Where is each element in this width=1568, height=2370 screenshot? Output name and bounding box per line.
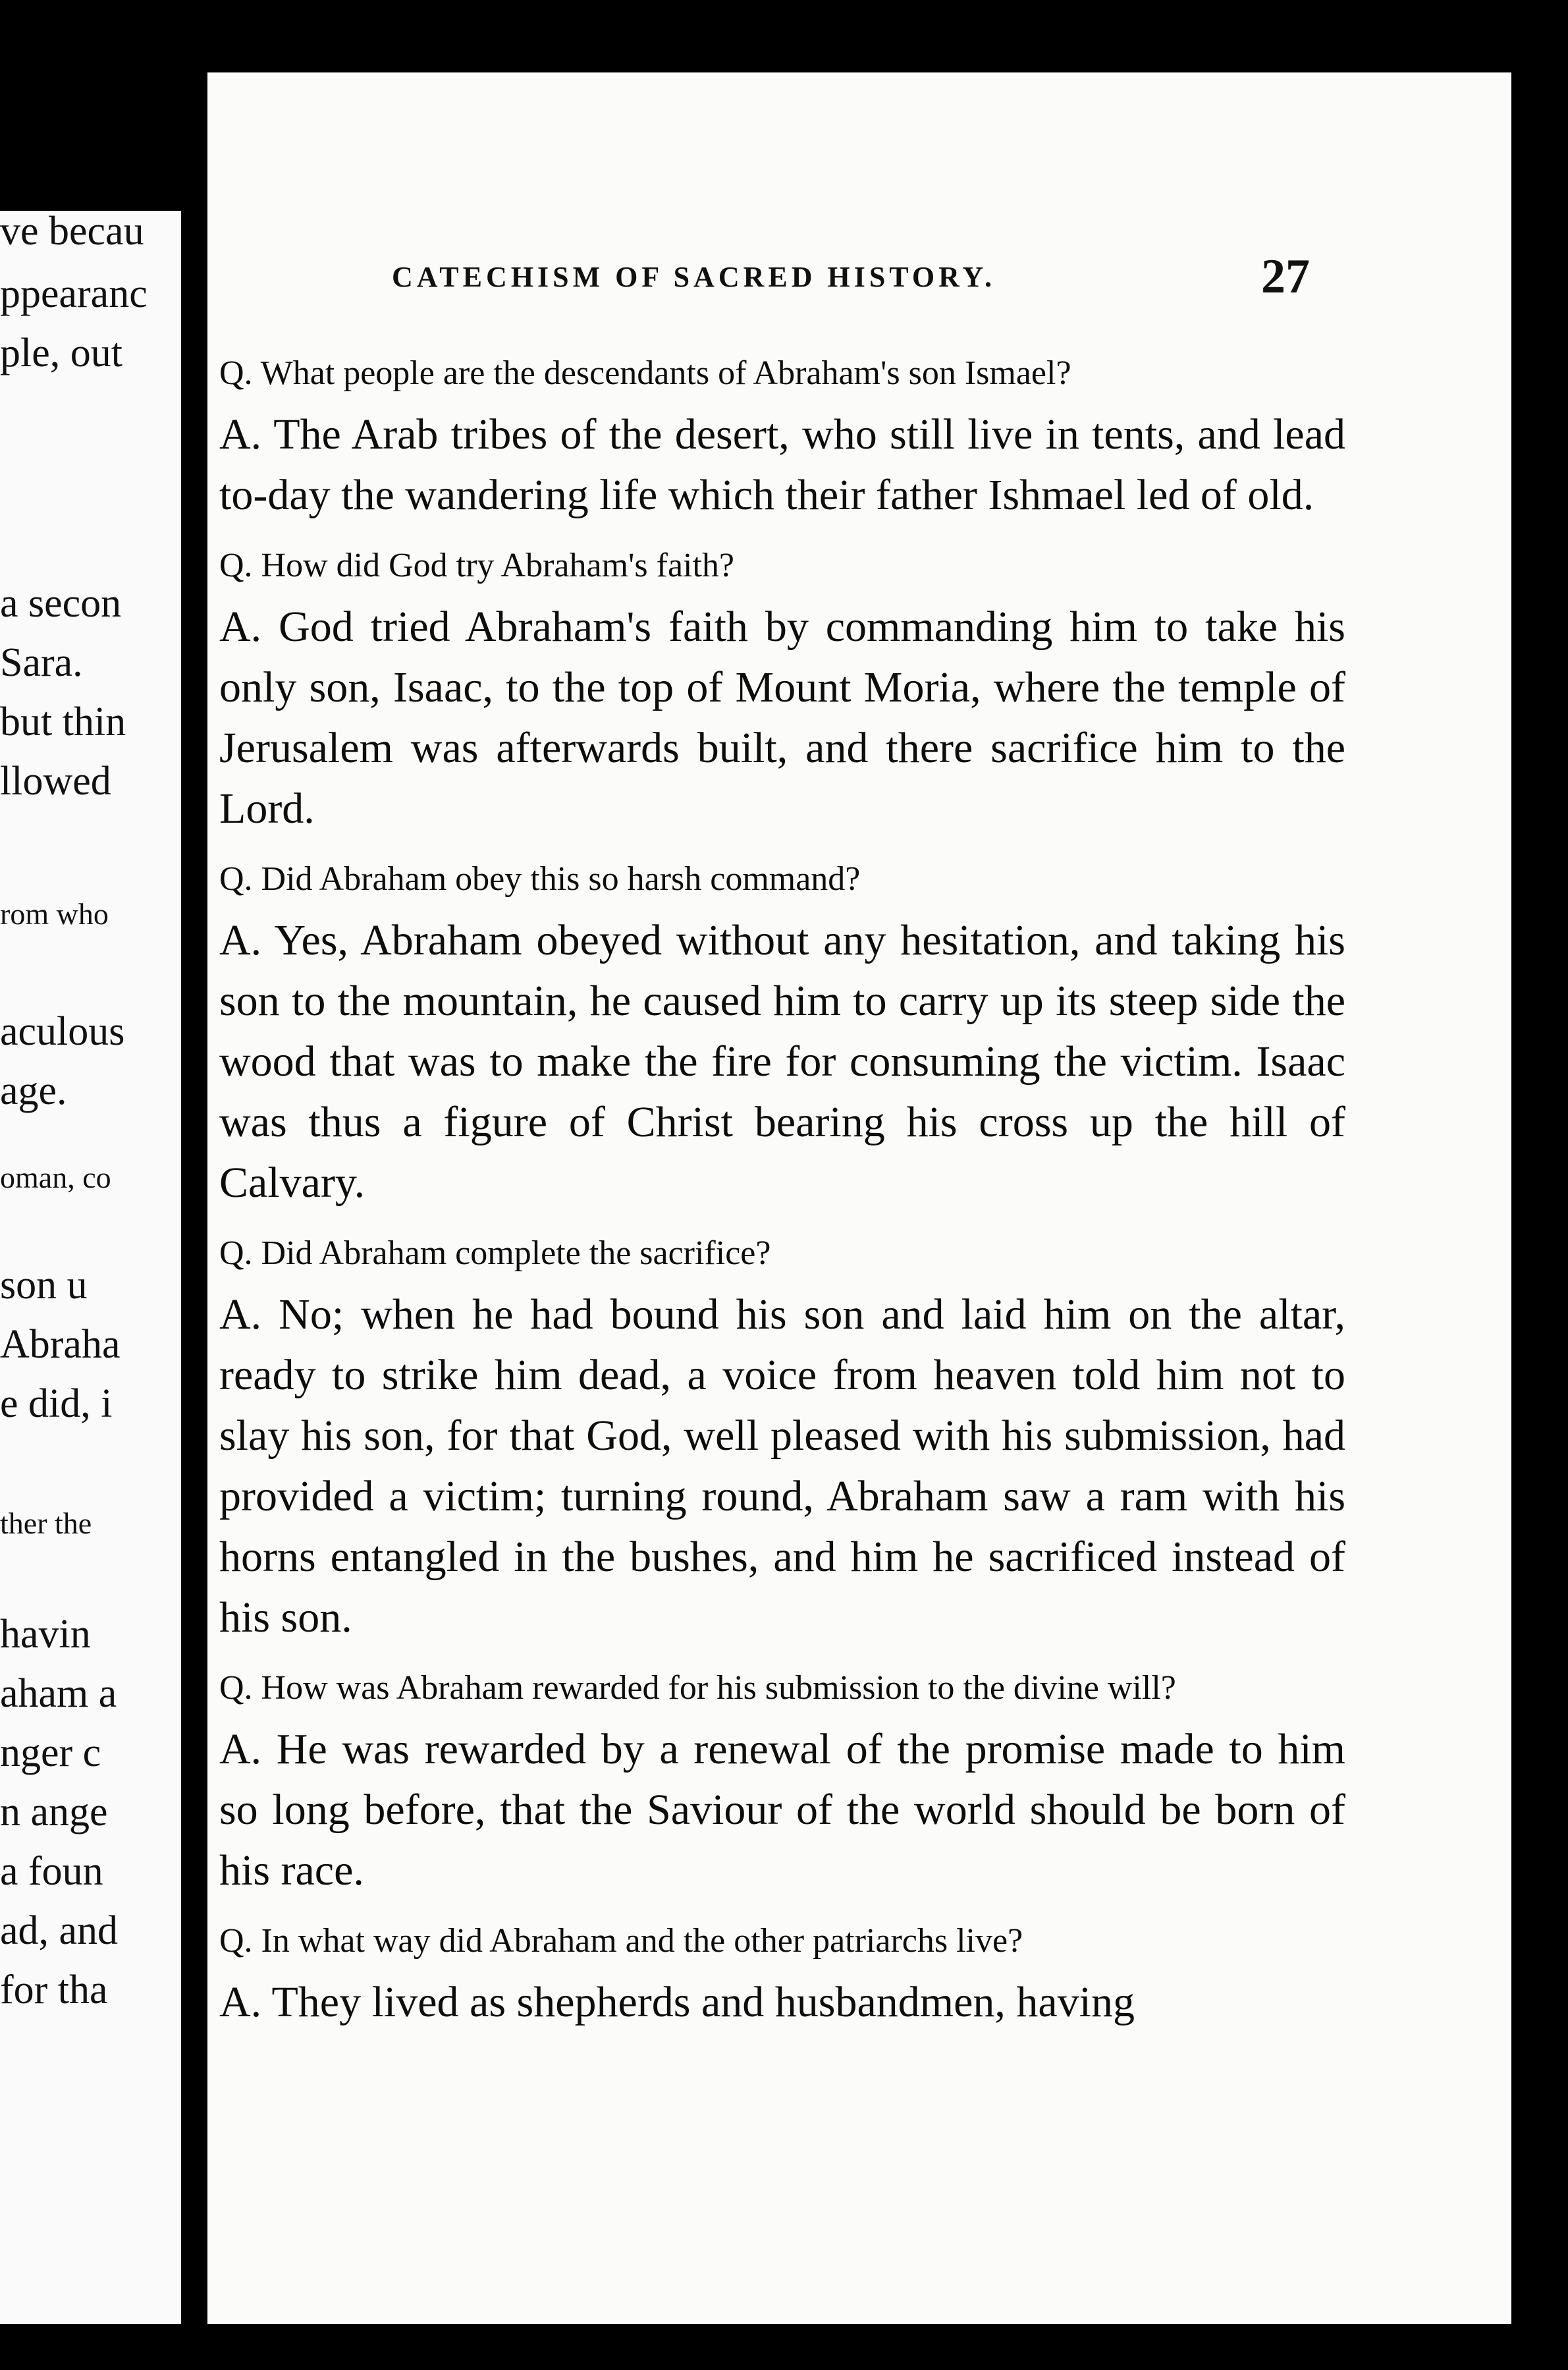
running-head: CATECHISM OF SACRED HISTORY. (392, 261, 996, 293)
question: Q. How was Abraham rewarded for his submission to the divine will? (219, 1669, 1176, 1707)
question: Q. Did Abraham obey this so harsh command? (219, 860, 861, 898)
scan-border-right (1515, 0, 1568, 2370)
page-number: 27 (1261, 250, 1310, 304)
left-page-line: ve becau (0, 211, 144, 254)
left-page-line: age. (0, 1068, 67, 1113)
scan-border-top (0, 0, 1568, 79)
answer: A. No; when he had bound his son and laid him on the altar, ready to strike him dead, a voice from heaven told him not to slay his son, for that God, well pleased with his submission, had provided a victim; turning round, Abraham saw a ram with his horns entangled in the bushes, and him he sacrificed instead of his son. (219, 1290, 1345, 1641)
answer: A. He was rewarded by a renewal of the promise made to him so long before, that the Saviour of the world should be born of his race. (219, 1725, 1345, 1894)
answer: A. The Arab tribes of the desert, who still live in tents, and lead to-day the wandering life which their father Ishmael led of old. (219, 410, 1345, 519)
left-page-line: a foun (0, 1849, 103, 1894)
left-page-line: ther the (0, 1506, 92, 1540)
answer: A. They lived as shepherds and husbandmen, having (219, 1978, 1135, 2026)
answer: A. God tried Abraham's faith by commanding him to take his only son, Isaac, to the top of Mount Moria, where the temple of Jerusalem was afterwards built, and there sacrifice him to the Lord. (219, 603, 1345, 833)
left-page-line: nger c (0, 1730, 101, 1775)
right-page (207, 72, 1511, 2332)
left-page-line: oman, co (0, 1161, 111, 1194)
answer: A. Yes, Abraham obeyed without any hesitation, and taking his son to the mountain, he caused him to carry up its steep side the wood that was to make the fire for consuming the victim. Isaac was thus a figure of Christ bearing his cross up the hill of Calvary. (219, 916, 1345, 1207)
left-page-line: a secon (0, 581, 122, 626)
left-page-line: for tha (0, 1968, 108, 2012)
left-page-line: ppearanc (0, 271, 148, 316)
left-page-fragment (0, 211, 184, 2345)
left-page-line: son u (0, 1263, 88, 1308)
left-page-line: aculous (0, 1009, 125, 1054)
catechism-text (207, 343, 1345, 2042)
left-page-line: Abraha (0, 1322, 121, 1367)
left-page-line: e did, i (0, 1381, 113, 1426)
question: Q. In what way did Abraham and the other patriarchs live? (219, 1922, 1023, 1960)
left-page-line: ple, out (0, 331, 122, 375)
left-page-line: ad, and (0, 1908, 119, 1953)
question: Q. Did Abraham complete the sacrifice? (219, 1234, 771, 1272)
left-page-line: havin (0, 1612, 91, 1657)
left-page-line: n ange (0, 1790, 108, 1834)
question: Q. What people are the descendants of Abraham's son Ismael? (219, 354, 1071, 392)
scan-border-bottom (0, 2324, 1568, 2370)
book-gutter (181, 46, 207, 2370)
left-page-line: aham a (0, 1671, 117, 1716)
question: Q. How did God try Abraham's faith? (219, 547, 735, 584)
left-page-line: Sara. (0, 640, 83, 685)
left-page-line: but thin (0, 700, 126, 744)
left-page-line: llowed (0, 759, 111, 804)
left-page-line: rom who (0, 897, 109, 931)
